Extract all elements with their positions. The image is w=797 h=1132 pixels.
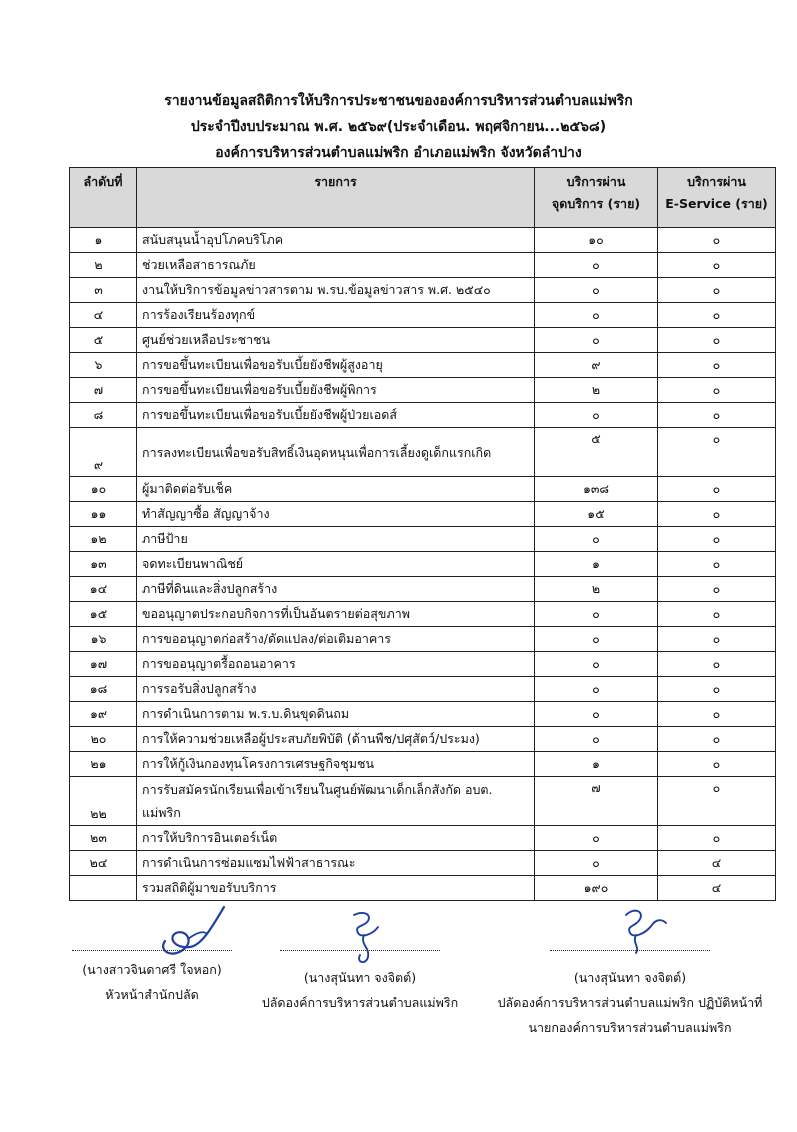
row-item: ผู้มาติดต่อรับเช็ค [137, 477, 535, 502]
row-item: งานให้บริการข้อมูลข่าวสารตาม พ.รบ.ข้อมูลข่าวสาร พ.ศ. ๒๕๔๐ [137, 278, 535, 303]
row-number: ๑ [70, 228, 137, 253]
row-number: ๑๘ [70, 677, 137, 702]
title-line-1: รายงานข้อมูลสถิติการให้บริการประชาชนขององค์การบริหารส่วนตำบลแม่พริก [164, 93, 633, 109]
table-row [70, 577, 776, 602]
row-eservice-count: ๐ [658, 502, 776, 527]
row-item: การให้บริการอินเตอร์เน็ต [137, 826, 535, 851]
row-counter-count: ๐ [535, 253, 658, 278]
row-number: ๑๔ [70, 577, 137, 602]
row-number: ๖ [70, 353, 137, 378]
header-no: ลำดับที่ [70, 168, 137, 228]
row-counter-count: ๐ [535, 702, 658, 727]
row-number: ๒๒ [70, 777, 137, 826]
row-item: ขออนุญาตประกอบกิจการที่เป็นอันตรายต่อสุขภาพ [137, 602, 535, 627]
row-counter-count: ๗ [535, 777, 658, 826]
table-header-row [70, 168, 776, 228]
table-row [70, 303, 776, 328]
header-item: รายการ [137, 168, 535, 228]
row-item: ภาษีที่ดินและสิ่งปลูกสร้าง [137, 577, 535, 602]
signature-3-position-1: ปลัดองค์การบริหารส่วนตำบลแม่พริก ปฏิบัติหน้าที่ [497, 995, 763, 1010]
row-counter-count: ๐ [535, 677, 658, 702]
row-item: ทำสัญญาซื้อ สัญญาจ้าง [137, 502, 535, 527]
signature-line-3 [550, 950, 710, 951]
row-item: การลงทะเบียนเพื่อขอรับสิทธิ์เงินอุดหนุนเพื่อการเลี้ยงดูเด็กแรกเกิด [137, 428, 535, 477]
row-eservice-count: ๐ [658, 428, 776, 477]
row-eservice-count: ๐ [658, 727, 776, 752]
row-counter-count: ๒ [535, 378, 658, 403]
table-row [70, 702, 776, 727]
row-number: ๙ [70, 428, 137, 477]
table-row [70, 378, 776, 403]
row-number: ๑๙ [70, 702, 137, 727]
signature-1-position: หัวหน้าสำนักปลัด [105, 987, 199, 1002]
row-item: การขอขึ้นทะเบียนเพื่อขอรับเบี้ยยังชีพผู้สูงอายุ [137, 353, 535, 378]
row-counter-count: ๒ [535, 577, 658, 602]
table-row [70, 353, 776, 378]
signature-3-name: (นางสุนันทา จงจิตต์) [573, 970, 687, 985]
row-number: ๑๓ [70, 552, 137, 577]
header-eservice [658, 168, 776, 228]
row-item: การขออนุญาตรื้อถอนอาคาร [137, 652, 535, 677]
table-row [70, 677, 776, 702]
table-row [70, 752, 776, 777]
row-counter-count: ๐ [535, 303, 658, 328]
row-eservice-count: ๐ [658, 477, 776, 502]
table-row [70, 652, 776, 677]
row-number: ๒ [70, 253, 137, 278]
row-number: ๘ [70, 403, 137, 428]
row-number: ๑๗ [70, 652, 137, 677]
row-counter-count: ๑๕ [535, 502, 658, 527]
row-counter-count: ๕ [535, 428, 658, 477]
row-item: การรับสมัครนักเรียนเพื่อเข้าเรียนในศูนย์พัฒนาเด็กเล็กสังกัด อบต. แม่พริก [137, 777, 535, 826]
title-line-3: องค์การบริหารส่วนตำบลแม่พริก อำเภอแม่พริก จังหวัดลำปาง [215, 145, 582, 161]
row-item: การขอขึ้นทะเบียนเพื่อขอรับเบี้ยยังชีพผู้พิการ [137, 378, 535, 403]
row-number: ๑๕ [70, 602, 137, 627]
report-title [0, 88, 797, 166]
row-counter-count: ๙ [535, 353, 658, 378]
total-counter: ๑๙๐ [535, 876, 658, 901]
row-item: การดำเนินการซ่อมแซมไฟฟ้าสาธารณะ [137, 851, 535, 876]
signature-line-2 [280, 950, 440, 951]
row-number: ๗ [70, 378, 137, 403]
row-eservice-count: ๐ [658, 303, 776, 328]
header-counter [535, 168, 658, 228]
row-number: ๑๑ [70, 502, 137, 527]
row-counter-count: ๐ [535, 652, 658, 677]
row-eservice-count: ๐ [658, 552, 776, 577]
row-item: การขออนุญาตก่อสร้าง/ดัดแปลง/ต่อเติมอาคาร [137, 627, 535, 652]
row-number: ๑๖ [70, 627, 137, 652]
row-eservice-count: ๐ [658, 228, 776, 253]
row-eservice-count: ๐ [658, 602, 776, 627]
signature-2-position: ปลัดองค์การบริหารส่วนตำบลแม่พริก [261, 995, 459, 1010]
row-item: ศูนย์ช่วยเหลือประชาชน [137, 328, 535, 353]
table-row [70, 851, 776, 876]
row-item: การให้ความช่วยเหลือผู้ประสบภัยพิบัติ (ด้านพืช/ปศุสัตว์/ประมง) [137, 727, 535, 752]
table-row [70, 602, 776, 627]
header-eservice-line-2: E-Service (ราย) [665, 196, 768, 211]
row-eservice-count: ๔ [658, 851, 776, 876]
row-eservice-count: ๐ [658, 677, 776, 702]
row-eservice-count: ๐ [658, 752, 776, 777]
row-counter-count: ๐ [535, 403, 658, 428]
row-number: ๒๓ [70, 826, 137, 851]
row-counter-count: ๑๓๘ [535, 477, 658, 502]
table-row [70, 428, 776, 477]
signature-block-1 [62, 950, 242, 1007]
table-row [70, 502, 776, 527]
row-number: ๒๐ [70, 727, 137, 752]
row-eservice-count: ๐ [658, 777, 776, 826]
row-eservice-count: ๐ [658, 652, 776, 677]
row-number: ๑๒ [70, 527, 137, 552]
row-item: การดำเนินการตาม พ.ร.บ.ดินขุดดินถม [137, 702, 535, 727]
table-row [70, 627, 776, 652]
table-row [70, 527, 776, 552]
signature-line-1 [72, 950, 232, 951]
table-row [70, 228, 776, 253]
signature-3-position-2: นายกองค์การบริหารส่วนตำบลแม่พริก [528, 1020, 732, 1035]
row-item: สนับสนุนน้ำอุปโภคบริโภค [137, 228, 535, 253]
table-body [70, 228, 776, 876]
row-item: การร้องเรียนร้องทุกข์ [137, 303, 535, 328]
table-row [70, 403, 776, 428]
signature-block-3 [480, 950, 780, 1040]
row-number: ๒๔ [70, 851, 137, 876]
table-row [70, 328, 776, 353]
signature-block-2 [260, 950, 460, 1015]
row-counter-count: ๐ [535, 826, 658, 851]
row-counter-count: ๐ [535, 328, 658, 353]
row-item: จดทะเบียนพาณิชย์ [137, 552, 535, 577]
row-eservice-count: ๐ [658, 702, 776, 727]
row-counter-count: ๐ [535, 851, 658, 876]
row-eservice-count: ๐ [658, 328, 776, 353]
row-item: การขอขึ้นทะเบียนเพื่อขอรับเบี้ยยังชีพผู้ป่วยเอดส์ [137, 403, 535, 428]
row-eservice-count: ๐ [658, 253, 776, 278]
header-counter-line-1: บริการผ่าน [566, 174, 626, 189]
total-label: รวมสถิติผู้มาขอรับบริการ [137, 876, 535, 901]
row-eservice-count: ๐ [658, 826, 776, 851]
row-item: ภาษีป้าย [137, 527, 535, 552]
header-counter-line-2: จุดบริการ (ราย) [551, 196, 641, 211]
table-row [70, 253, 776, 278]
row-number: ๕ [70, 328, 137, 353]
table-row [70, 278, 776, 303]
table-row [70, 826, 776, 851]
row-eservice-count: ๐ [658, 577, 776, 602]
header-eservice-line-1: บริการผ่าน [687, 174, 746, 189]
table-row [70, 777, 776, 826]
row-eservice-count: ๐ [658, 278, 776, 303]
row-counter-count: ๐ [535, 627, 658, 652]
row-item: การให้กู้เงินกองทุนโครงการเศรษฐกิจชุมชน [137, 752, 535, 777]
table-row [70, 727, 776, 752]
total-eservice: ๔ [658, 876, 776, 901]
signature-1-name: (นางสาวจินดาศรี ใจหอก) [82, 962, 222, 977]
row-counter-count: ๐ [535, 727, 658, 752]
row-counter-count: ๐ [535, 278, 658, 303]
signature-2-name: (นางสุนันทา จงจิตต์) [303, 970, 417, 985]
table-row [70, 552, 776, 577]
row-counter-count: ๐ [535, 602, 658, 627]
row-eservice-count: ๐ [658, 627, 776, 652]
row-number: ๓ [70, 278, 137, 303]
row-number: ๑๐ [70, 477, 137, 502]
row-counter-count: ๑ [535, 552, 658, 577]
row-item: ช่วยเหลือสาธารณภัย [137, 253, 535, 278]
row-counter-count: ๑๐ [535, 228, 658, 253]
row-number: ๔ [70, 303, 137, 328]
row-number: ๒๑ [70, 752, 137, 777]
signature-area [0, 895, 797, 1125]
row-eservice-count: ๐ [658, 378, 776, 403]
row-eservice-count: ๐ [658, 527, 776, 552]
row-counter-count: ๐ [535, 527, 658, 552]
row-counter-count: ๑ [535, 752, 658, 777]
title-line-2: ประจำปีงบประมาณ พ.ศ. ๒๕๖๙(ประจำเดือน. พฤศจิกายน...๒๕๖๘) [190, 119, 607, 135]
row-item: การรอรับสิ่งปลูกสร้าง [137, 677, 535, 702]
service-statistics-table [69, 167, 776, 901]
table-row [70, 477, 776, 502]
row-eservice-count: ๐ [658, 353, 776, 378]
row-eservice-count: ๐ [658, 403, 776, 428]
